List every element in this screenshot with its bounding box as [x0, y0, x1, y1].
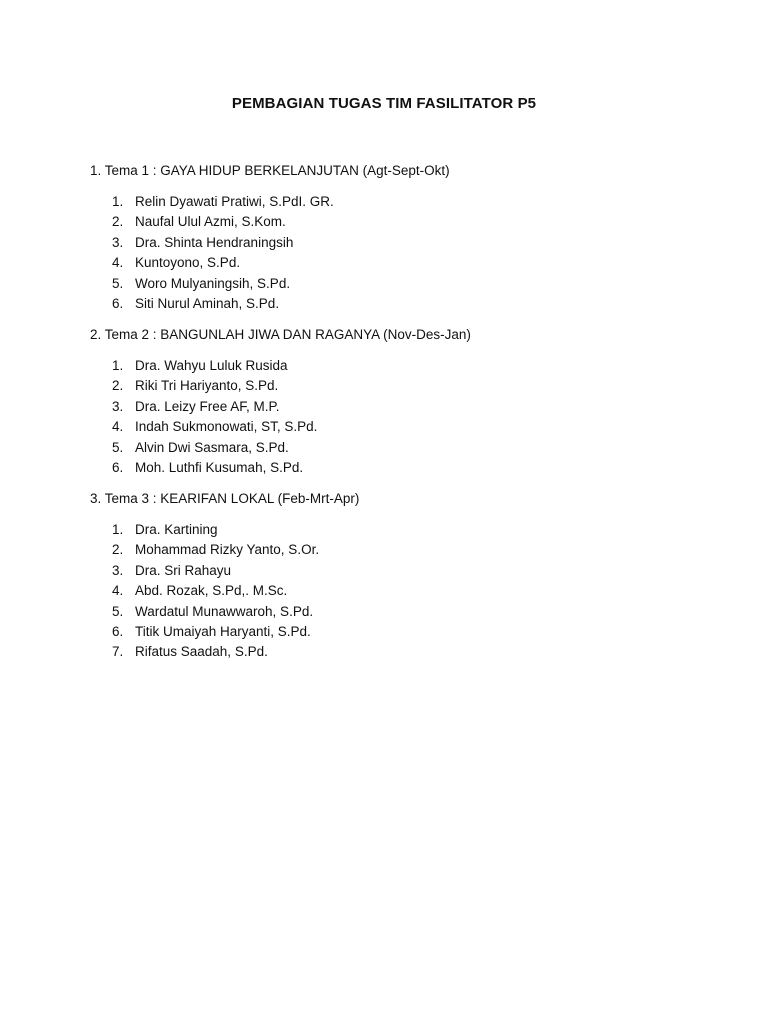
list-item — [90, 417, 710, 437]
list-item — [90, 622, 710, 642]
section-tema-2 — [90, 325, 710, 478]
list-item — [90, 294, 710, 314]
section-tema-1 — [90, 161, 710, 314]
list-number: 5. — [112, 439, 124, 455]
section-heading: 1. Tema 1 : GAYA HIDUP BERKELANJUTAN (Agt-Sept-Okt) — [90, 163, 450, 178]
member-name: Abd. Rozak, S.Pd,. M.Sc. — [135, 583, 288, 599]
list-item — [90, 438, 710, 458]
member-name: Kuntoyono, S.Pd. — [135, 255, 241, 271]
page-title: PEMBAGIAN TUGAS TIM FASILITATOR P5 — [231, 95, 537, 112]
list-item — [90, 192, 710, 212]
member-name: Wardatul Munawwaroh, S.Pd. — [135, 603, 314, 619]
member-name: Dra. Shinta Hendraningsih — [135, 234, 294, 250]
member-name: Siti Nurul Aminah, S.Pd. — [135, 295, 280, 311]
list-number: 4. — [112, 419, 124, 435]
list-item — [90, 458, 710, 478]
list-item — [90, 356, 710, 376]
member-name: Indah Sukmonowati, ST, S.Pd. — [135, 419, 318, 435]
list-number: 2. — [112, 542, 124, 558]
list-item — [90, 212, 710, 232]
section-tema-3 — [90, 489, 710, 663]
list-number: 2. — [112, 378, 124, 394]
list-number: 3. — [112, 398, 124, 414]
list-item — [90, 520, 710, 540]
list-item — [90, 602, 710, 622]
list-number: 3. — [112, 234, 124, 250]
member-list — [90, 356, 710, 478]
member-name: Dra. Wahyu Luluk Rusida — [135, 358, 288, 373]
list-item — [90, 233, 710, 253]
list-number: 1. — [112, 358, 124, 373]
list-number: 1. — [112, 194, 124, 209]
list-number: 5. — [112, 275, 124, 291]
member-name: Dra. Kartining — [135, 522, 218, 537]
section-heading: 3. Tema 3 : KEARIFAN LOKAL (Feb-Mrt-Apr) — [90, 491, 360, 506]
list-number: 7. — [112, 644, 124, 660]
member-name: Riki Tri Hariyanto, S.Pd. — [135, 378, 279, 394]
member-name: Mohammad Rizky Yanto, S.Or. — [135, 542, 320, 558]
list-number: 5. — [112, 603, 124, 619]
member-name: Rifatus Saadah, S.Pd. — [135, 644, 268, 660]
member-name: Dra. Leizy Free AF, M.P. — [135, 398, 280, 414]
section-heading: 2. Tema 2 : BANGUNLAH JIWA DAN RAGANYA (Nov-Des-Jan) — [90, 327, 471, 342]
member-list — [90, 192, 710, 314]
list-number: 2. — [112, 214, 124, 230]
list-item — [90, 561, 710, 581]
member-name: Relin Dyawati Pratiwi, S.PdI. GR. — [135, 194, 334, 209]
list-number: 4. — [112, 583, 124, 599]
list-item — [90, 581, 710, 601]
member-name: Moh. Luthfi Kusumah, S.Pd. — [135, 459, 304, 475]
list-number: 6. — [112, 623, 124, 639]
list-item — [90, 540, 710, 560]
list-item — [90, 397, 710, 417]
list-item — [90, 376, 710, 396]
member-list — [90, 520, 710, 663]
list-number: 1. — [112, 522, 124, 537]
member-name: Titik Umaiyah Haryanti, S.Pd. — [135, 623, 311, 639]
list-item — [90, 642, 710, 662]
member-name: Dra. Sri Rahayu — [135, 562, 232, 578]
list-number: 4. — [112, 255, 124, 271]
list-number: 3. — [112, 562, 124, 578]
list-item — [90, 274, 710, 294]
member-name: Woro Mulyaningsih, S.Pd. — [135, 275, 291, 291]
list-number: 6. — [112, 295, 124, 311]
member-name: Alvin Dwi Sasmara, S.Pd. — [135, 439, 289, 455]
list-number: 6. — [112, 459, 124, 475]
member-name: Naufal Ulul Azmi, S.Kom. — [135, 214, 286, 230]
list-item — [90, 253, 710, 273]
